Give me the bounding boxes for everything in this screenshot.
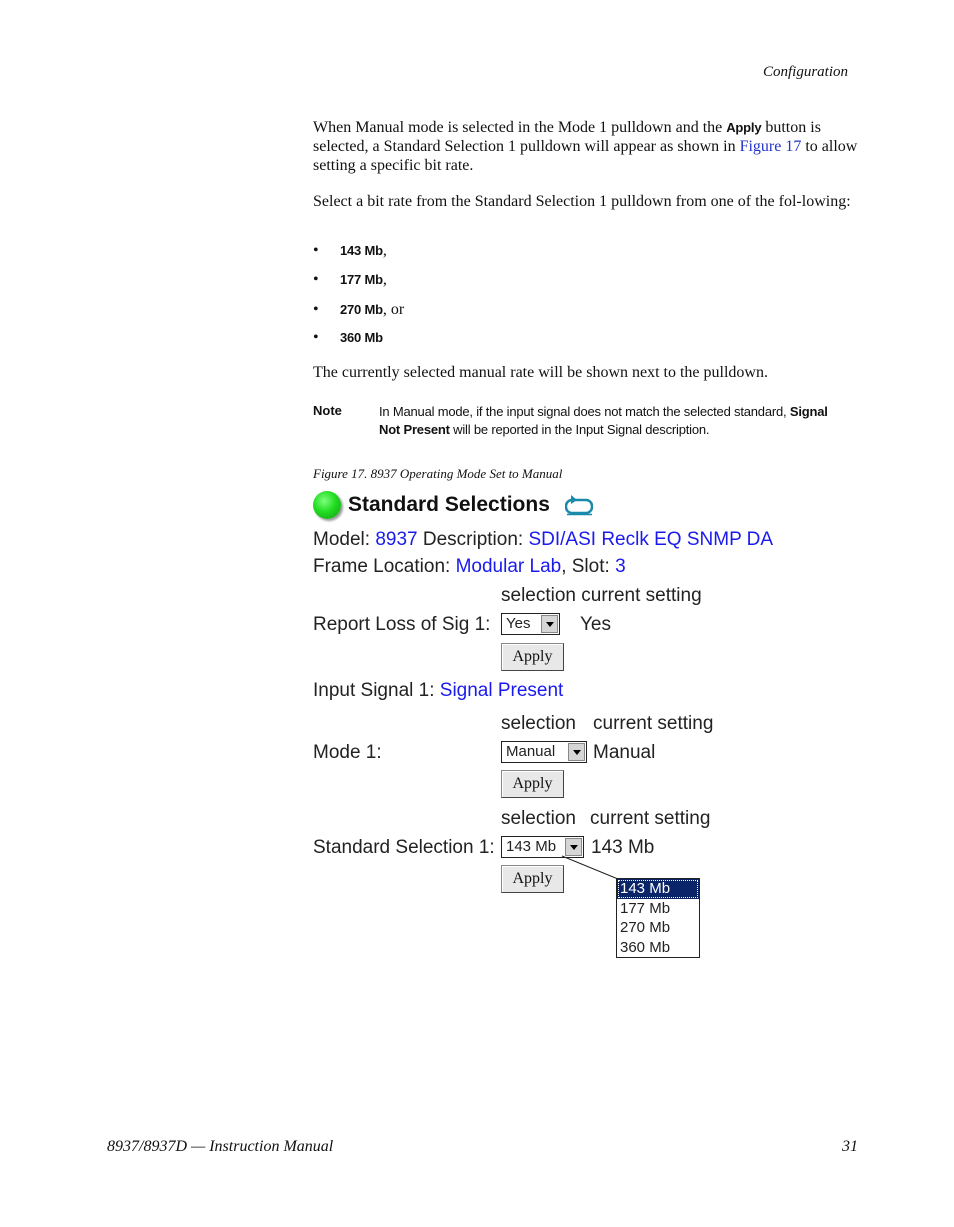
frame-location-line: Frame Location: Modular Lab, Slot: 3 xyxy=(313,556,626,577)
standard-apply-button[interactable]: Apply xyxy=(501,865,564,893)
note-text: In Manual mode, if the input signal does not match the selected standard, Signal Not Present will be reported in the Input Signal description. xyxy=(379,404,828,437)
dropdown-option[interactable]: 143 Mb xyxy=(617,879,699,899)
mode-header-current: current setting xyxy=(593,713,714,734)
paragraph-current-rate: The currently selected manual rate will be shown next to the pulldown. xyxy=(313,364,768,381)
mode-select[interactable]: Manual xyxy=(501,741,587,763)
footer-title: 8937/8937D — Instruction Manual xyxy=(107,1138,334,1155)
report-loss-select[interactable]: Yes xyxy=(501,613,560,635)
chevron-down-icon xyxy=(565,838,582,856)
standard-header-current: current setting xyxy=(590,808,711,829)
mode-header-selection: selection xyxy=(501,713,576,734)
list-item: • 177 Mb, xyxy=(313,271,387,288)
figure-17-link[interactable]: Figure 17 xyxy=(739,138,802,155)
figure-caption: Figure 17. 8937 Operating Mode Set to Manual xyxy=(313,466,563,481)
input-signal-line: Input Signal 1: Signal Present xyxy=(313,680,564,701)
dropdown-option[interactable]: 360 Mb xyxy=(620,938,671,956)
dropdown-option[interactable]: 270 Mb xyxy=(620,919,671,936)
chevron-down-icon xyxy=(541,615,558,633)
model-line: Model: 8937 Description: SDI/ASI Reclk EQ SNMP DA xyxy=(313,529,774,550)
report-loss-label: Report Loss of Sig 1: xyxy=(313,614,491,635)
ui-title: Standard Selections xyxy=(348,493,550,516)
report-loss-header: selection current setting xyxy=(501,585,702,606)
standard-header-selection: selection xyxy=(501,808,576,829)
list-item: • 270 Mb, or xyxy=(313,301,405,318)
note-label: Note xyxy=(313,403,342,418)
standard-current: 143 Mb xyxy=(591,837,655,858)
status-led-icon xyxy=(313,491,341,519)
list-item: • 143 Mb, xyxy=(313,242,387,259)
standard-dropdown-list[interactable] xyxy=(616,878,700,958)
running-header: Configuration xyxy=(763,64,849,80)
standard-select[interactable]: 143 Mb xyxy=(501,836,584,858)
report-loss-apply-button[interactable]: Apply xyxy=(501,643,564,671)
dropdown-option[interactable]: 177 Mb xyxy=(620,899,671,917)
refresh-icon[interactable] xyxy=(565,494,593,516)
apply-term: Apply xyxy=(726,120,762,135)
mode-label: Mode 1: xyxy=(313,742,382,763)
report-loss-current: Yes xyxy=(580,614,611,635)
mode-current: Manual xyxy=(593,742,656,763)
page-number: 31 xyxy=(842,1138,858,1155)
list-item: • 360 Mb xyxy=(313,329,383,346)
chevron-down-icon xyxy=(568,743,585,761)
mode-apply-button[interactable]: Apply xyxy=(501,770,564,798)
paragraph-select-bit-rate: Select a bit rate from the Standard Selection 1 pulldown from one of the fol-lowing: xyxy=(313,193,851,210)
paragraph-manual-mode: When Manual mode is selected in the Mode 1 pulldown and the Apply button is selected, a Standard Selection 1 pulldown will appear as shown in Figure 17 to allow setting a specific bit rate. xyxy=(313,119,858,174)
standard-label: Standard Selection 1: xyxy=(313,837,495,858)
